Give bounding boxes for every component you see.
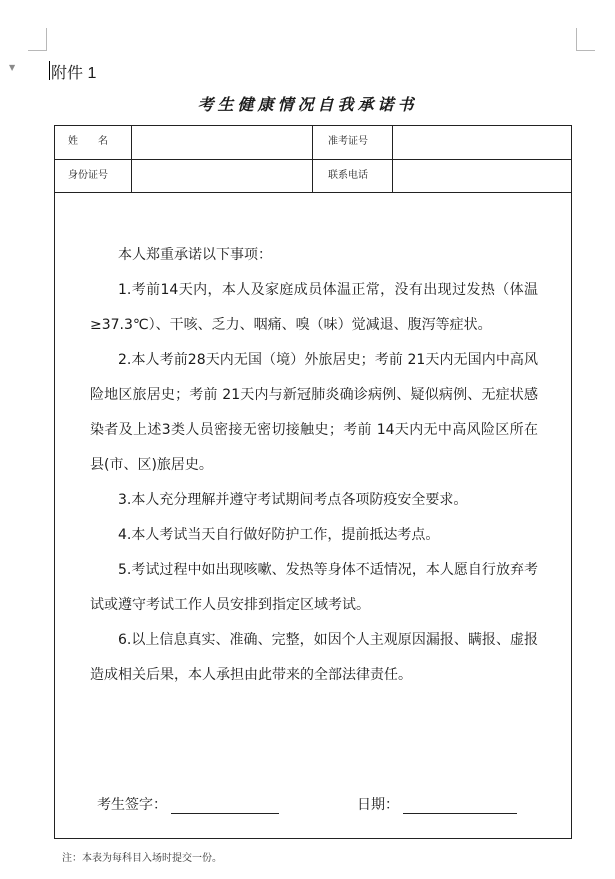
- crop-mark-top-right: [576, 28, 595, 51]
- name-field[interactable]: [132, 126, 312, 159]
- commitment-form: [54, 125, 572, 839]
- name-label: 姓 名: [68, 136, 108, 147]
- date-line[interactable]: [403, 797, 517, 814]
- phone-label: 联系电话: [328, 170, 368, 181]
- exam-id-field[interactable]: [393, 126, 571, 159]
- id-card-field[interactable]: [132, 160, 312, 192]
- commitment-item: 3.本人充分理解并遵守考试期间考点各项防疫安全要求。: [118, 492, 468, 508]
- commitment-item: 5.考试过程中如出现咳嗽、发热等身体不适情况，本人愿自行放弃考试或遵守考试工作人员安排到指定区域考试。: [90, 562, 538, 613]
- commitment-item: 2.本人考前28天内无国（境）外旅居史；考前 21天内无国内中高风险地区旅居史；考前 21天内与新冠肺炎确诊病例、疑似病例、无症状感染者及上述3类人员密接无密切接触史；考前 14天内无中高风险区所在县(市、区)旅居史。: [90, 352, 538, 473]
- date-row: [357, 794, 517, 814]
- text-cursor: [49, 61, 50, 80]
- commitment-intro: 本人郑重承诺以下事项：: [118, 247, 272, 263]
- signature-label: 考生签字：: [97, 797, 167, 813]
- paragraph-marker-icon: ▼: [9, 63, 16, 72]
- column-divider: [312, 126, 313, 192]
- commitment-item: 4.本人考试当天自行做好防护工作，提前抵达考点。: [118, 527, 440, 543]
- crop-mark-top-left: [28, 28, 47, 51]
- phone-field[interactable]: [393, 160, 571, 192]
- footnote: 注：本表为每科目入场时提交一份。: [62, 853, 222, 864]
- exam-id-label: 准考证号: [328, 136, 368, 147]
- signature-row: [97, 794, 279, 814]
- commitment-item: 6.以上信息真实、准确、完整，如因个人主观原因漏报、瞒报、虚报造成相关后果，本人承担由此带来的全部法律责任。: [90, 632, 538, 683]
- row-divider: [55, 192, 571, 193]
- id-card-label: 身份证号: [68, 170, 108, 181]
- commitment-item: 1.考前14天内，本人及家庭成员体温正常，没有出现过发热（体温≥37.3℃）、干咳、乏力、咽痛、嗅（味）觉减退、腹泻等症状。: [90, 282, 538, 333]
- commitment-text: [90, 238, 538, 693]
- document-title: 考生健康情况自我承诺书: [197, 95, 418, 114]
- signature-line[interactable]: [171, 797, 279, 814]
- date-label: 日期：: [357, 797, 399, 813]
- attachment-label: 附件 1: [51, 65, 97, 82]
